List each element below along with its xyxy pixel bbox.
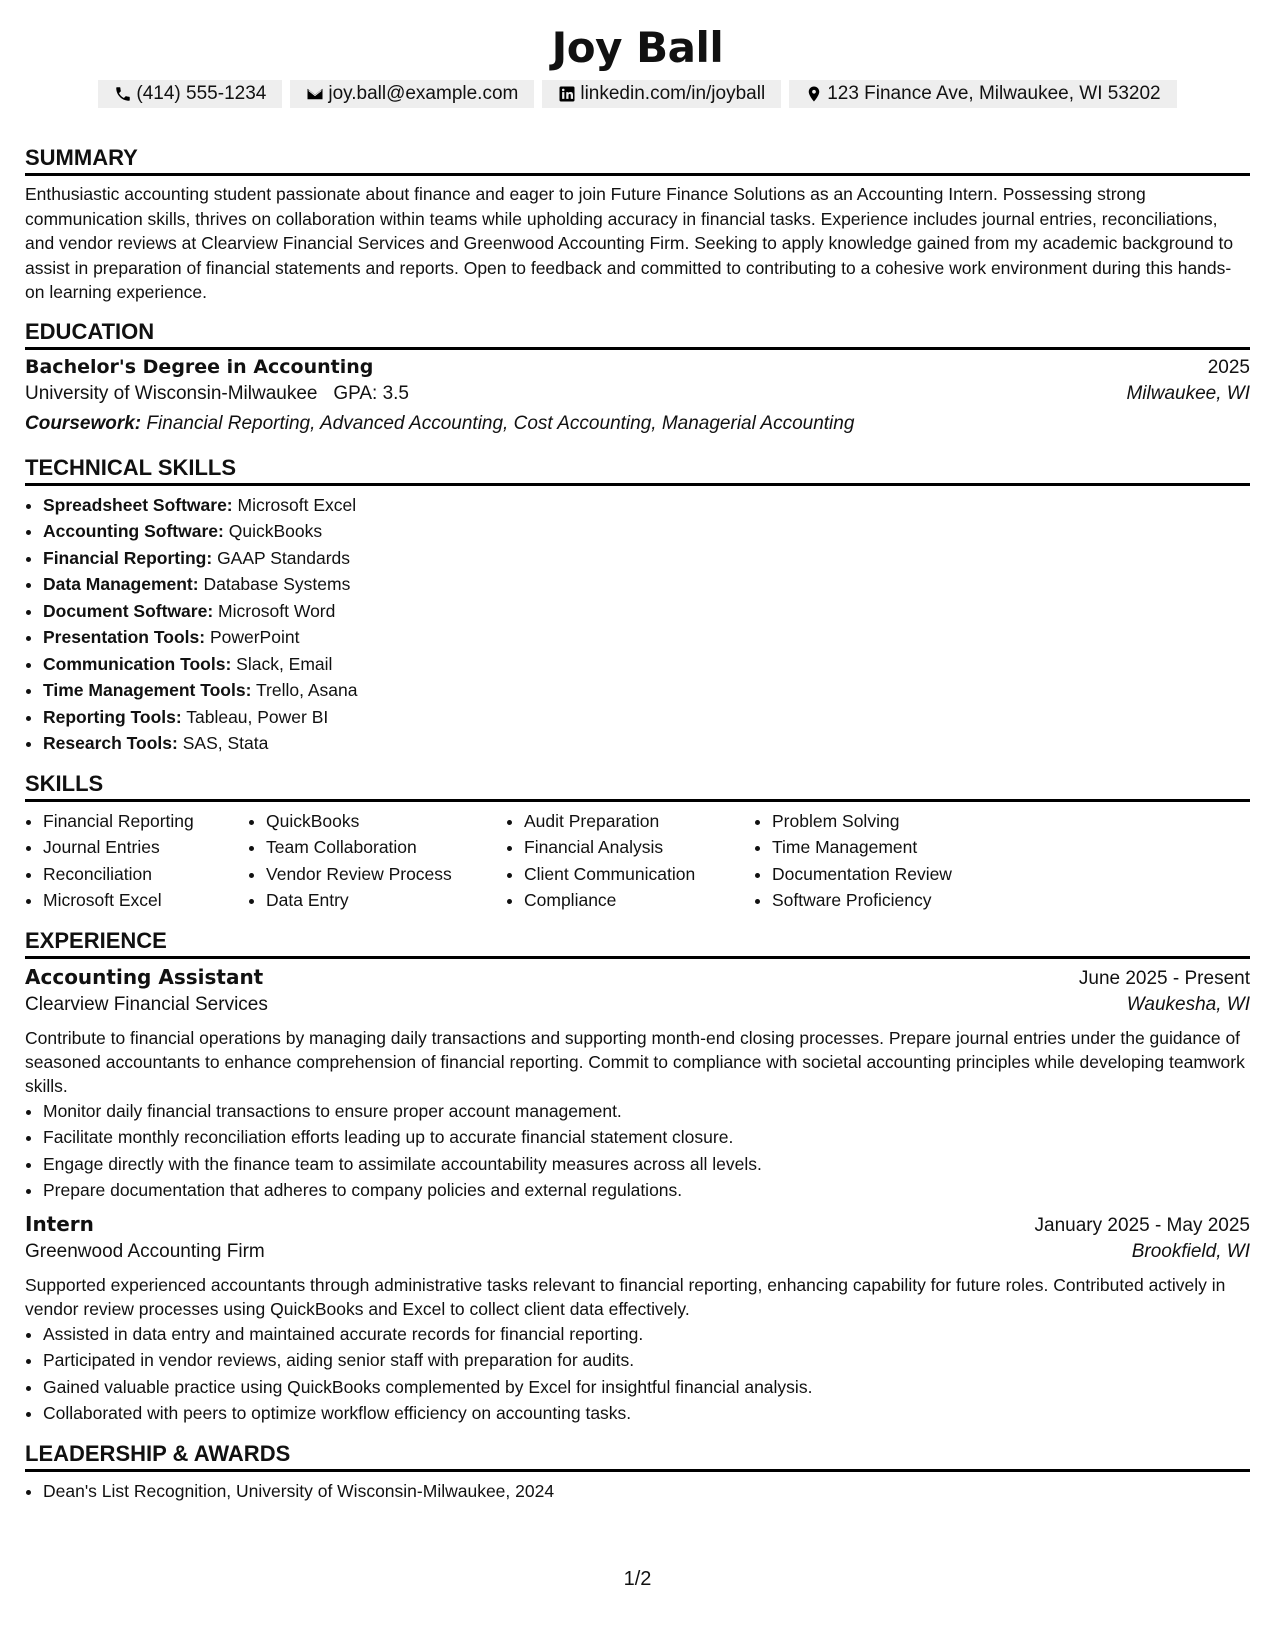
section-title-technical-skills: TECHNICAL SKILLS bbox=[25, 455, 1250, 486]
skills-column bbox=[248, 808, 506, 914]
page-number: 1/2 bbox=[623, 1568, 652, 1590]
technical-skills-list bbox=[25, 492, 1250, 757]
summary-text: Enthusiastic accounting student passionate about finance and eager to join Future Finance Solutions as an Accounting Intern. Possessing strong communication skills, thrives on collaboration within teams while upholding accuracy in financial tasks. Experience includes journal entries, reconciliations, and vendor reviews at Clearview Financial Services and Greenwood Accounting Firm. Seeking to apply knowledge gained from my academic background to assist in preparation of financial statements and reports. Open to feedback and committed to contributing to a cohesive work environment during this hands-on learning experience. bbox=[25, 184, 1234, 302]
list-item: • Documentation Review bbox=[772, 861, 1002, 888]
list-item: • Gained valuable practice using QuickBooks complemented by Excel for insightful financial analysis. bbox=[43, 1374, 1250, 1401]
job-description: Supported experienced accountants through administrative tasks relevant to financial reporting, enhancing capability for future roles. Contributed actively in vendor review processes using QuickBooks and Excel to collect client data effectively. bbox=[25, 1274, 1226, 1319]
email-text: joy.ball@example.com bbox=[328, 83, 519, 104]
list-item: • Software Proficiency bbox=[772, 887, 1002, 914]
contact-bar bbox=[25, 80, 1250, 108]
contact-email[interactable] bbox=[290, 80, 534, 108]
company-name: Greenwood Accounting Firm bbox=[25, 1240, 265, 1262]
school-name: University of Wisconsin-Milwaukee bbox=[25, 382, 318, 404]
list-item: • Dean's List Recognition, University of Wisconsin-Milwaukee, 2024 bbox=[43, 1478, 1250, 1505]
map-pin-icon bbox=[805, 85, 823, 103]
list-item: • Monitor daily financial transactions to ensure proper account management. bbox=[43, 1098, 1250, 1125]
coursework-label: Coursework: bbox=[25, 412, 142, 434]
list-item: • Accounting Software: QuickBooks bbox=[43, 518, 1250, 545]
job-entry bbox=[25, 1212, 1250, 1427]
list-item: • Team Collaboration bbox=[266, 834, 506, 861]
section-title-education: EDUCATION bbox=[25, 319, 1250, 350]
list-item: • Compliance bbox=[524, 887, 754, 914]
list-item: • Prepare documentation that adheres to company policies and external regulations. bbox=[43, 1177, 1250, 1204]
list-item: • Presentation Tools: PowerPoint bbox=[43, 624, 1250, 651]
contact-phone bbox=[98, 80, 282, 108]
contact-linkedin[interactable] bbox=[542, 80, 781, 108]
leadership-list bbox=[25, 1478, 1250, 1505]
list-item: • Problem Solving bbox=[772, 808, 1002, 835]
skills-column bbox=[25, 808, 248, 914]
school-location: Milwaukee, WI bbox=[1126, 382, 1250, 404]
section-title-summary: SUMMARY bbox=[25, 145, 1250, 176]
skills-column bbox=[754, 808, 1002, 914]
job-description: Contribute to financial operations by managing daily transactions and supporting month-end closing processes. Prepare journal entries under the guidance of seasoned accountants to enhance comprehension of financial reporting. Commit to compliance with societal accounting principles while developing teamwork skills. bbox=[25, 1027, 1245, 1096]
candidate-name: Joy Ball bbox=[551, 23, 724, 72]
list-item: • QuickBooks bbox=[266, 808, 506, 835]
job-header bbox=[25, 1212, 1250, 1237]
list-item: • Reporting Tools: Tableau, Power BI bbox=[43, 704, 1250, 731]
list-item: • Spreadsheet Software: Microsoft Excel bbox=[43, 492, 1250, 519]
job-location: Waukesha, WI bbox=[1126, 993, 1250, 1015]
list-item: • Data Management: Database Systems bbox=[43, 571, 1250, 598]
linkedin-text: linkedin.com/in/joyball bbox=[580, 83, 766, 104]
education-section bbox=[25, 319, 1250, 439]
job-bullets bbox=[25, 1098, 1250, 1204]
skills-grid bbox=[25, 808, 1250, 914]
degree-title: Bachelor's Degree in Accounting bbox=[25, 355, 374, 378]
experience-section bbox=[25, 928, 1250, 1427]
job-title: Accounting Assistant bbox=[25, 964, 264, 989]
list-item: • Time Management Tools: Trello, Asana bbox=[43, 677, 1250, 704]
envelope-icon bbox=[306, 85, 324, 103]
list-item: • Participated in vendor reviews, aiding senior staff with preparation for audits. bbox=[43, 1347, 1250, 1374]
coursework-text: Financial Reporting, Advanced Accounting, Cost Accounting, Managerial Accounting bbox=[146, 412, 855, 434]
list-item: • Data Entry bbox=[266, 887, 506, 914]
contact-address bbox=[789, 80, 1176, 108]
list-item: • Collaborated with peers to optimize workflow efficiency on accounting tasks. bbox=[43, 1400, 1250, 1427]
resume-page bbox=[25, 0, 1250, 1590]
gpa: GPA: 3.5 bbox=[333, 382, 409, 404]
job-title: Intern bbox=[25, 1211, 94, 1236]
degree-year: 2025 bbox=[1207, 356, 1250, 378]
job-dates: June 2025 - Present bbox=[1078, 967, 1250, 989]
list-item: • Engage directly with the finance team to assimilate accountability measures across all levels. bbox=[43, 1151, 1250, 1178]
list-item: • Reconciliation bbox=[43, 861, 248, 888]
list-item: • Vendor Review Process bbox=[266, 861, 506, 888]
company-name: Clearview Financial Services bbox=[25, 993, 268, 1015]
job-location: Brookfield, WI bbox=[1131, 1240, 1250, 1262]
list-item: • Facilitate monthly reconciliation efforts leading up to accurate financial statement closure. bbox=[43, 1124, 1250, 1151]
list-item: • Audit Preparation bbox=[524, 808, 754, 835]
job-entry bbox=[25, 965, 1250, 1204]
list-item: • Client Communication bbox=[524, 861, 754, 888]
section-title-experience: EXPERIENCE bbox=[25, 928, 1250, 959]
linkedin-icon bbox=[558, 85, 576, 103]
list-item: • Financial Reporting bbox=[43, 808, 248, 835]
skills-column bbox=[506, 808, 754, 914]
job-dates: January 2025 - May 2025 bbox=[1034, 1214, 1250, 1236]
list-item: • Time Management bbox=[772, 834, 1002, 861]
address-text: 123 Finance Ave, Milwaukee, WI 53202 bbox=[827, 83, 1161, 104]
education-degree-row bbox=[25, 356, 1250, 379]
technical-skills-section bbox=[25, 455, 1250, 757]
job-company-row bbox=[25, 990, 1250, 1020]
summary-section bbox=[25, 145, 1250, 305]
job-header bbox=[25, 965, 1250, 990]
section-title-skills: SKILLS bbox=[25, 771, 1250, 802]
phone-icon bbox=[114, 85, 132, 103]
list-item: • Document Software: Microsoft Word bbox=[43, 598, 1250, 625]
job-company-row bbox=[25, 1237, 1250, 1267]
coursework-line bbox=[25, 409, 1250, 439]
list-item: • Communication Tools: Slack, Email bbox=[43, 651, 1250, 678]
list-item: • Financial Analysis bbox=[524, 834, 754, 861]
list-item: • Research Tools: SAS, Stata bbox=[43, 730, 1250, 757]
list-item: • Financial Reporting: GAAP Standards bbox=[43, 545, 1250, 572]
job-bullets bbox=[25, 1321, 1250, 1427]
leadership-section bbox=[25, 1441, 1250, 1505]
skills-section bbox=[25, 771, 1250, 914]
education-school-row bbox=[25, 379, 1250, 409]
list-item: • Journal Entries bbox=[43, 834, 248, 861]
phone-text: (414) 555-1234 bbox=[136, 83, 267, 104]
list-item: • Microsoft Excel bbox=[43, 887, 248, 914]
section-title-leadership: LEADERSHIP & AWARDS bbox=[25, 1441, 1250, 1472]
list-item: • Assisted in data entry and maintained accurate records for financial reporting. bbox=[43, 1321, 1250, 1348]
